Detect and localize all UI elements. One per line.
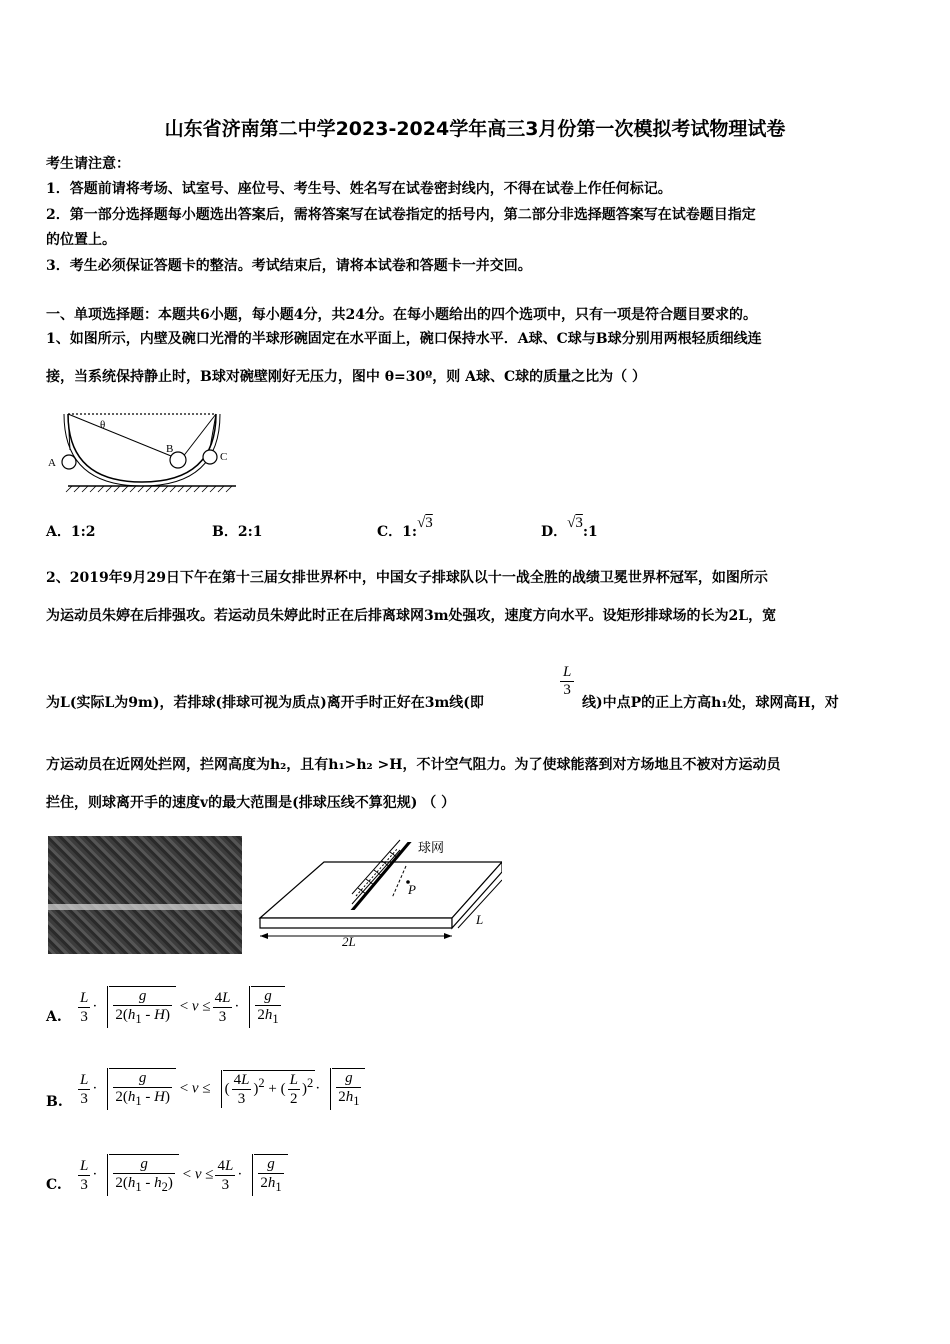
- label-b: B: [166, 443, 174, 455]
- label-a: A: [48, 457, 56, 469]
- q1-option-d[interactable]: D．√3:1: [541, 515, 598, 540]
- q2-option-a-formula: $\frac{L}{3}$ · $\frac{g}{2(h_1 - H)}$ < v ≤ $\frac{4L}{3}$ · $\frac{g}{2h_1}$: [76, 986, 285, 1028]
- q2-option-b-formula: $\frac{L}{3}$ · $\frac{g}{2(h_1 - H)}$ < v ≤ ( $\frac{4L}{3}$ )$^2$ + ( $\frac{L}{2}$ )$^2$ · $\frac{g}{2h_1}$: [76, 1068, 365, 1110]
- q2-option-b-label[interactable]: B.: [46, 1094, 63, 1110]
- section-heading: 一、单项选择题：本题共6小题，每小题4分，共24分。在每小题给出的四个选项中，只有一项是符合题目要求的。: [46, 307, 757, 323]
- q2-line5: 拦住，则球离开手的速度v的最大范围是(排球压线不算犯规) （ ）: [46, 795, 456, 811]
- court-figure: [252, 832, 502, 954]
- q2-option-c-formula: $\frac{L}{3}$ · $\frac{g}{2(h_1 - h_2)}$ < v ≤ $\frac{4L}{3}$ · $\frac{g}{2h_1}$: [76, 1154, 288, 1196]
- page-title: 山东省济南第二中学2023-2024学年高三3月份第一次模拟考试物理试卷: [164, 118, 786, 140]
- q2-line2: 为运动员朱婷在后排强攻。若运动员朱婷此时正在后排离球网3m处强攻，速度方向水平。设矩形排球场的长为2L，宽: [46, 608, 777, 624]
- q2-line3-cont: 线)中点P的正上方高h₁处，球网高H，对: [582, 695, 839, 711]
- q1-option-c[interactable]: C．1:√3: [377, 515, 433, 540]
- q2-line3: 为L(实际L为9m)，若排球(排球可视为质点)离开手时正好在3m线(即: [46, 695, 484, 711]
- q2-option-a-label[interactable]: A.: [46, 1009, 62, 1025]
- q2-line4: 方运动员在近网处拦网，拦网高度为h₂，且有h₁>h₂ >H，不计空气阻力。为了使球能落到对方场地且不被对方运动员: [46, 757, 781, 773]
- label-c: C: [220, 451, 228, 463]
- label-net: 球网: [418, 841, 445, 856]
- q1-option-b[interactable]: B．2:1: [212, 524, 263, 540]
- notice-item-2-cont: 的位置上。: [46, 232, 116, 248]
- label-l: L: [476, 912, 484, 927]
- label-2l: 2L: [342, 934, 356, 949]
- q2-line1: 2、2019年9月29日下午在第十三届女排世界杯中，中国女子排球队以十一战全胜的战绩卫冕世界杯冠军，如图所示: [46, 570, 768, 586]
- notice-item-2: 2．第一部分选择题每小题选出答案后，需将答案写在试卷指定的括号内，第二部分非选择题答案写在试卷题目指定: [46, 207, 756, 223]
- notice-item-3: 3．考生必须保证答题卡的整洁。考试结束后，请将本试卷和答题卡一并交回。: [46, 258, 532, 274]
- volleyball-photo: [48, 836, 242, 954]
- bowl-figure: [44, 400, 244, 496]
- q1-line1: 1、如图所示，内壁及碗口光滑的半球形碗固定在水平面上，碗口保持水平．A球、C球与B球分别用两根轻质细线连: [46, 331, 762, 347]
- label-p: P: [408, 882, 416, 897]
- q2-option-c-label[interactable]: C.: [46, 1177, 62, 1193]
- sqrt-sign: √3: [417, 515, 433, 531]
- notice-heading: 考生请注意：: [46, 156, 130, 172]
- q1-option-a[interactable]: A．1:2: [46, 524, 96, 540]
- q2-fraction-l3: L 3: [560, 664, 574, 699]
- notice-item-1: 1．答题前请将考场、试室号、座位号、考生号、姓名写在试卷密封线内，不得在试卷上作任何标记。: [46, 181, 672, 197]
- q1-line2: 接，当系统保持静止时，B球对碗壁刚好无压力，图中 θ=30º，则 A球、C球的质量之比为（ ）: [46, 369, 647, 385]
- label-theta: θ: [100, 419, 106, 431]
